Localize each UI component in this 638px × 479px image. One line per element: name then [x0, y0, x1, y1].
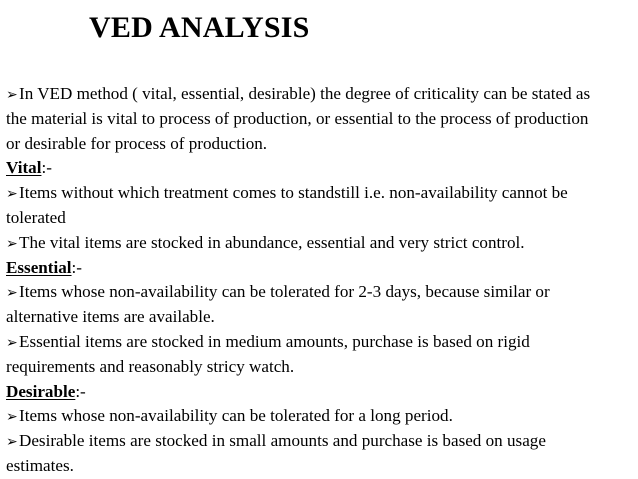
section-heading-essential: [6, 256, 632, 281]
bullet-line: alternative items are available.: [6, 307, 215, 327]
bullet-line: [6, 280, 632, 305]
slide-body: [6, 82, 632, 479]
bullet-line: requirements and reasonably stricy watch.: [6, 356, 295, 376]
bullet-line: [6, 330, 632, 355]
section-suffix: :-: [75, 381, 86, 401]
bullet-line: [6, 231, 632, 256]
section-term: Vital: [6, 158, 42, 178]
section-term: Desirable: [6, 381, 76, 401]
intro-line: or desirable for process of production.: [6, 133, 268, 153]
bullet-line: estimates.: [6, 455, 74, 475]
bullet-text: Items whose non-availability can be tolerated for a long period.: [19, 406, 453, 426]
bullet-text: Desirable items are stocked in small amounts and purchase is based on usage: [19, 431, 546, 451]
arrow-bullet-icon: ➢: [6, 187, 18, 203]
arrow-bullet-icon: ➢: [6, 435, 18, 451]
bullet-text: Items without which treatment comes to standstill i.e. non-availability cannot be: [19, 183, 568, 203]
section-heading-desirable: [6, 380, 632, 405]
section-term: Essential: [6, 257, 72, 277]
arrow-bullet-icon: ➢: [6, 410, 18, 426]
intro-line: the material is vital to process of production, or essential to the process of production: [6, 108, 589, 128]
arrow-bullet-icon: ➢: [6, 236, 18, 252]
arrow-bullet-icon: ➢: [6, 286, 18, 302]
intro-line: [6, 82, 632, 107]
bullet-text: Essential items are stocked in medium amounts, purchase is based on rigid: [19, 331, 530, 351]
bullet-text: The vital items are stocked in abundance, essential and very strict control.: [19, 232, 525, 252]
slide-title: VED ANALYSIS: [89, 11, 310, 44]
bullet-line: [6, 181, 632, 206]
bullet-text: Items whose non-availability can be tolerated for 2-3 days, because similar or: [19, 282, 550, 302]
intro-text: In VED method ( vital, essential, desirable) the degree of criticality can be stated as: [19, 84, 591, 103]
bullet-line: tolerated: [6, 207, 66, 227]
section-suffix: :-: [41, 158, 52, 178]
arrow-bullet-icon: ➢: [6, 335, 18, 351]
section-suffix: :-: [71, 257, 82, 277]
bullet-line: [6, 429, 632, 454]
arrow-bullet-icon: ➢: [6, 88, 18, 103]
section-heading-vital: [6, 156, 632, 181]
bullet-line: [6, 404, 632, 429]
